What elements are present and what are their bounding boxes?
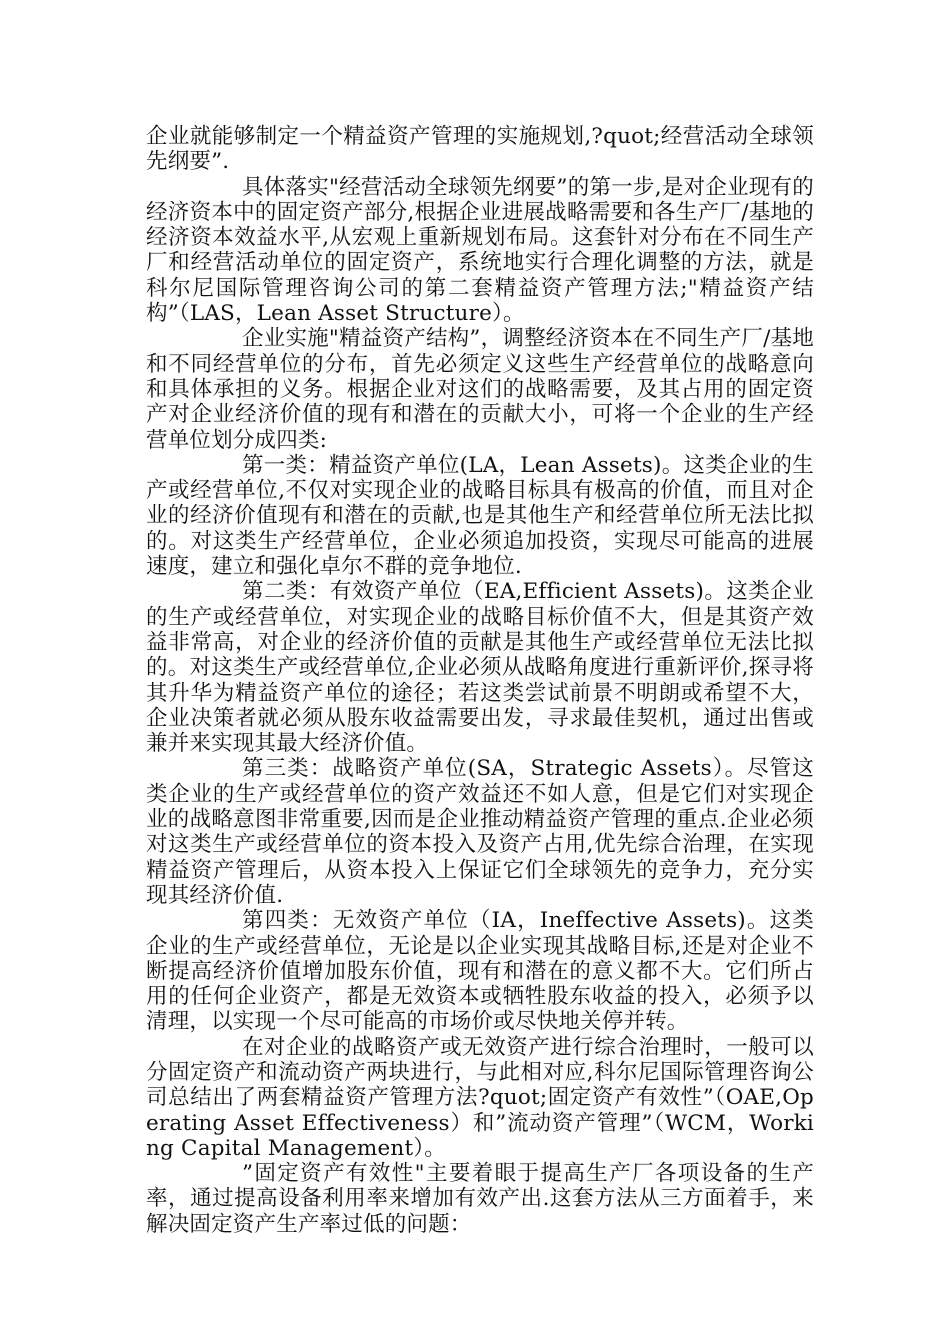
document-body bbox=[146, 124, 814, 1237]
paragraph-9: ”固定资产有效性"主要着眼于提高生产厂各项设备的生产率，通过提高设备利用率来增加有效产出.这套方法从三方面着手，来解决固定资产生产率过低的问题： bbox=[146, 1161, 814, 1237]
paragraph-4: 第一类：精益资产单位(LA，Lean Assets)。这类企业的生产或经营单位,不仅对实现企业的战略目标具有极高的价值，而且对企业的经济价值现有和潜在的贡献,也是其他生产和经营单位所无法比拟的。对这类生产经营单位，企业必须追加投资，实现尽可能高的进展速度，建立和强化卓尔不群的竞争地位. bbox=[146, 452, 814, 580]
paragraph-3: 企业实施"精益资产结构”，调整经济资本在不同生产厂/基地和不同经营单位的分布，首先必须定义这些生产经营单位的战略意向和具体承担的义务。根据企业对这们的战略需要，及其占用的固定资产对企业经济价值的现有和潜在的贡献大小，可将一个企业的生产经营单位划分成四类: bbox=[146, 326, 814, 453]
paragraph-2: 具体落实"经营活动全球领先纲要”的第一步,是对企业现有的经济资本中的固定资产部分,根据企业进展战略需要和各生产厂/基地的经济资本效益水平,从宏观上重新规划布局。这套针对分布在不同生产厂和经营活动单位的固定资产，系统地实行合理化调整的方法，就是科尔尼国际管理咨询公司的第二套精益资产管理方法;"精益资产结构”（LAS，Lean Asset Structure）。 bbox=[146, 174, 814, 327]
paragraph-7: 第四类：无效资产单位（IA，Ineffective Assets)。这类企业的生产或经营单位，无论是以企业实现其战略目标,还是对企业不断提高经济价值增加股东价值，现有和潜在的意义都不大。它们所占用的任何企业资产，都是无效资本或牺牲股东收益的投入，必须予以清理，以实现一个尽可能高的市场价或尽快地关停并转。 bbox=[146, 908, 814, 1035]
paragraph-1: 企业就能够制定一个精益资产管理的实施规划,?quot;经营活动全球领先纲要”. bbox=[146, 124, 814, 175]
paragraph-5: 第二类：有效资产单位（EA,Efficient Assets)。这类企业的生产或经营单位，对实现企业的战略目标价值不大，但是其资产效益非常高，对企业的经济价值的贡献是其他生产或经营单位无法比拟的。对这类生产或经营单位,企业必须从战略角度进行重新评价,探寻将其升华为精益资产单位的途径；若这类尝试前景不明朗或希望不大，企业决策者就必须从股东收益需要出发，寻求最佳契机，通过出售或兼并来实现其最大经济价值。 bbox=[146, 579, 814, 757]
paragraph-8: 在对企业的战略资产或无效资产进行综合治理时，一般可以分固定资产和流动资产两块进行，与此相对应,科尔尼国际管理咨询公司总结出了两套精益资产管理方法?quot;固定资产有效性”（OAE,Operating Asset Effectiveness）和”流动资产管理”（WCM，Working Capital Management）。 bbox=[146, 1034, 814, 1161]
paragraph-6: 第三类：战略资产单位(SA，Strategic Assets）。尽管这类企业的生产或经营单位的资产效益还不如人意，但是它们对实现企业的战略意图非常重要,因而是企业推动精益资产管理的重点.企业必须对这类生产或经营单位的资本投入及资产占用,优先综合治理，在实现精益资产管理后，从资本投入上保证它们全球领先的竞争力，充分实现其经济价值. bbox=[146, 756, 814, 908]
